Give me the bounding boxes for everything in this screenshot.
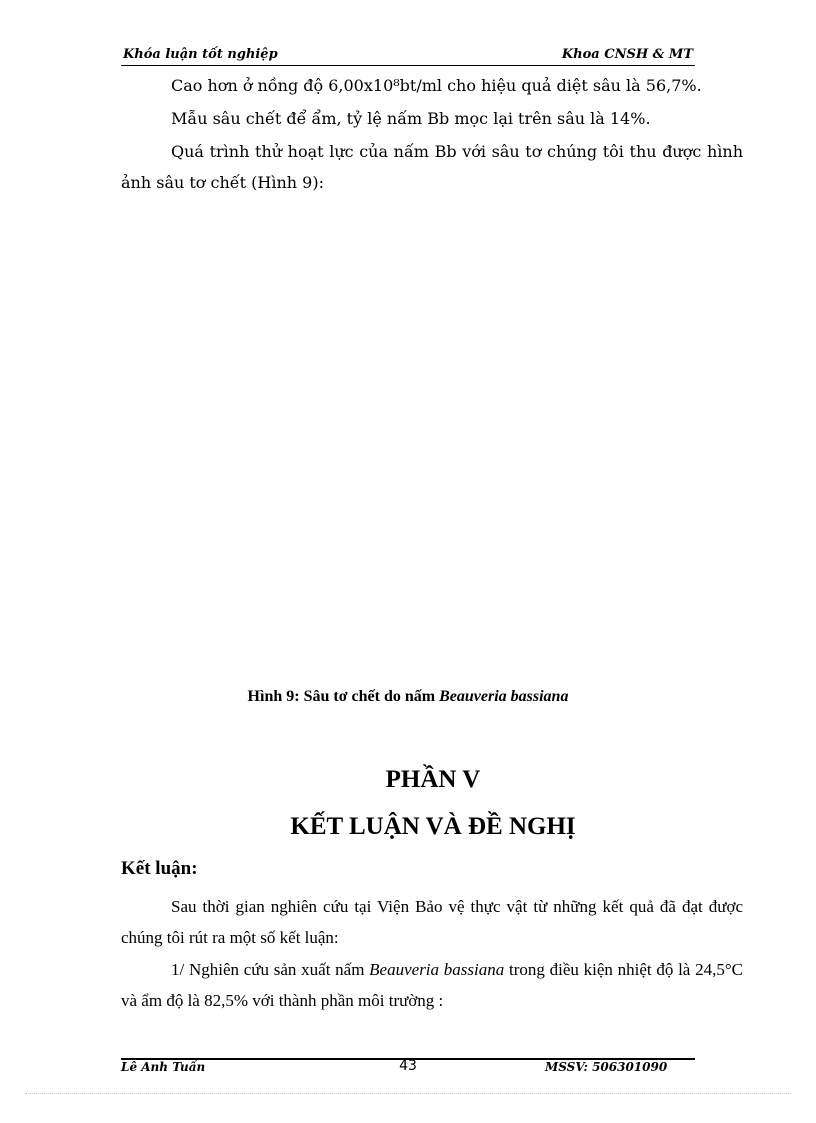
figure-caption <box>0 688 816 706</box>
result-paragraph-3: Quá trình thử hoạt lực của nấm Bb với sâu tơ chúng tôi thu được hình ảnh sâu tơ chết (Hình 9): <box>121 142 743 192</box>
header-faculty-label: Khoa CNSH & MT <box>561 47 693 62</box>
page-header <box>121 45 695 66</box>
header-thesis-label: Khóa luận tốt nghiệp <box>123 47 278 62</box>
conclusion-p2-end: trong điều kiện nhiệt độ là 24,5°C và ẩm độ là 82,5% với thành phần môi trường : <box>121 960 743 1010</box>
caption-text: Hình 9: Sâu tơ chết do nấm <box>247 688 440 705</box>
conclusion-paragraph-2 <box>121 954 743 1016</box>
conclusion-paragraph-1: Sau thời gian nghiên cứu tại Viện Bảo vệ thực vật từ những kết quả đã đạt được chúng tôi rút ra một số kết luận: <box>121 897 743 947</box>
result-paragraph-2: Mẫu sâu chết để ẩm, tỷ lệ nấm Bb mọc lại trên sâu là 14%. <box>171 109 651 128</box>
footer-student-id: MSSV: 506301090 <box>545 1060 668 1074</box>
part-title: KẾT LUẬN VÀ ĐỀ NGHỊ <box>290 813 576 840</box>
page-bottom-divider <box>25 1093 791 1094</box>
page-number: 43 <box>399 1058 417 1074</box>
conclusion-p2-species: Beauveria bassiana <box>369 960 505 979</box>
conclusion-heading: Kết luận: <box>121 858 198 879</box>
part-number: PHẦN V <box>385 766 481 793</box>
footer-author: Lê Anh Tuấn <box>121 1060 206 1074</box>
result-paragraph-1: Cao hơn ở nồng độ 6,00x10⁸bt/ml cho hiệu quả diệt sâu là 56,7%. <box>171 76 702 95</box>
caption-species: Beauveria bassiana <box>439 688 569 705</box>
figure-9-placeholder <box>121 210 743 670</box>
conclusion-p2-start: 1/ Nghiên cứu sản xuất nấm <box>171 960 370 979</box>
